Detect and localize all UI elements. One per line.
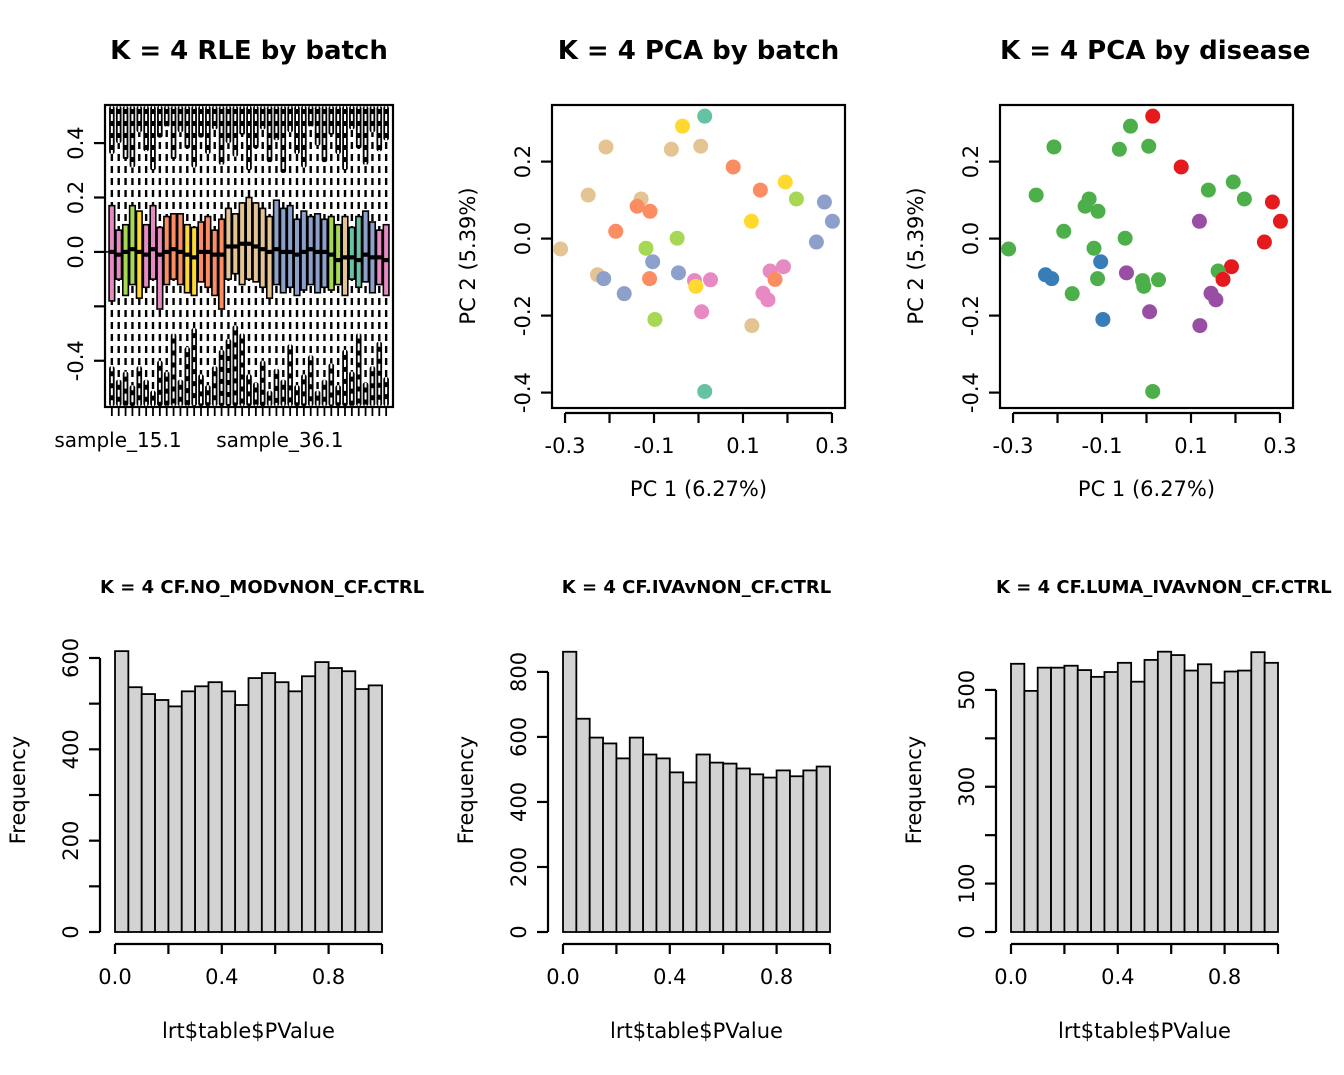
rle-box — [150, 206, 156, 279]
hist-bar — [1198, 664, 1211, 932]
rle-outlier-cap-top — [274, 106, 280, 140]
hist-bar — [342, 671, 355, 932]
hist-bar — [777, 770, 790, 932]
rle-outlier-cap-top — [226, 106, 232, 143]
rle-outlier-cap-top — [383, 106, 389, 140]
pca-point — [1208, 292, 1223, 307]
y-tick-label: 600 — [507, 716, 531, 757]
pca-point — [1112, 142, 1127, 157]
pca-point — [825, 214, 840, 229]
pca-point — [697, 109, 712, 124]
y-tick-label: 600 — [59, 637, 83, 679]
x-tick-label: 0.8 — [1207, 965, 1242, 989]
y-tick-label: 0 — [507, 925, 531, 939]
pca-point — [1174, 159, 1189, 174]
rle-box — [356, 217, 362, 288]
pca-point — [1078, 199, 1093, 214]
panel-pca-by-batch — [448, 0, 896, 537]
pca-point — [645, 254, 660, 269]
hist-iva-plot — [448, 537, 896, 1075]
hist-bar — [763, 778, 776, 932]
rle-outlier-cap-bottom — [136, 366, 142, 406]
x-tick-label: 0.1 — [726, 434, 760, 458]
rle-box — [335, 225, 341, 285]
hist-bar — [737, 768, 750, 932]
y-tick-label: 0.0 — [959, 221, 983, 256]
pca-point — [664, 142, 679, 157]
pca-point — [1056, 224, 1071, 239]
hist-bar — [235, 705, 248, 932]
pca-point — [639, 241, 654, 256]
hist-bar — [790, 776, 803, 932]
rle-outlier-cap-bottom — [274, 369, 280, 406]
x-tick-label: -0.3 — [992, 434, 1034, 458]
pca-point — [1145, 384, 1160, 399]
rle-box — [178, 214, 184, 285]
rle-outlier-cap-bottom — [370, 366, 376, 406]
pca-point — [789, 191, 804, 206]
x-tick-label: 0.0 — [994, 965, 1028, 989]
pca-point — [1142, 304, 1157, 319]
rle-box — [267, 217, 273, 299]
hist-bar — [1251, 652, 1264, 932]
hist-bar — [1051, 668, 1064, 932]
hist-bar — [603, 743, 616, 932]
pca-point — [1095, 312, 1110, 327]
hist-no-mod-plot — [0, 537, 448, 1075]
chart-title: K = 4 PCA by disease — [1000, 36, 1311, 66]
hist-bar — [1211, 683, 1224, 932]
y-tick-label: 0.0 — [64, 235, 88, 269]
pca-point — [596, 271, 611, 286]
pca-disease-plot — [896, 0, 1344, 537]
x-axis-title: lrt$table$PValue — [610, 1019, 783, 1043]
pca-point — [643, 204, 658, 219]
pca-point — [1257, 235, 1272, 250]
hist-bar — [208, 682, 221, 932]
hist-bar — [302, 676, 315, 932]
rle-box — [274, 200, 280, 284]
pca-point — [617, 286, 632, 301]
panel-rle-by-batch — [0, 0, 448, 537]
pca-point — [744, 214, 759, 229]
x-tick-label: 0.4 — [653, 965, 687, 989]
y-tick-label: -0.4 — [64, 340, 88, 382]
pca-point — [753, 183, 768, 198]
rle-box — [246, 198, 252, 280]
rle-box — [191, 227, 197, 295]
pca-point — [1145, 109, 1160, 124]
rle-box — [184, 225, 190, 293]
rle-outlier-cap-bottom — [349, 372, 355, 406]
hist-bar — [1064, 666, 1077, 932]
pca-point — [778, 175, 793, 190]
rle-plot — [0, 0, 448, 537]
hist-bar — [1024, 691, 1037, 932]
rle-box — [294, 219, 300, 295]
hist-bar — [262, 673, 275, 932]
hist-bar — [1118, 663, 1131, 932]
y-tick-label: 200 — [59, 820, 83, 861]
hist-bar — [275, 682, 288, 932]
pca-point — [675, 119, 690, 134]
y-tick-label: 300 — [955, 766, 979, 807]
hist-bar — [817, 767, 830, 932]
y-tick-label: 0.2 — [511, 144, 535, 179]
chart-title: K = 4 RLE by batch — [110, 36, 388, 66]
hist-bar — [329, 668, 342, 932]
pca-point — [760, 292, 775, 307]
hist-bar — [1145, 660, 1158, 932]
hist-bar — [289, 691, 302, 932]
hist-bar — [222, 691, 235, 932]
rle-outlier-cap-bottom — [123, 372, 129, 406]
x-tick-label: -0.3 — [544, 434, 586, 458]
chart-title: K = 4 CF.NO_MODvNON_CF.CTRL — [100, 577, 425, 598]
y-tick-label: -0.2 — [511, 295, 535, 337]
pca-point — [1001, 241, 1016, 256]
y-tick-label: -0.4 — [959, 372, 983, 414]
rle-box — [123, 225, 129, 296]
x-axis-title: PC 1 (6.27%) — [629, 477, 768, 501]
panel-hist-iva — [448, 537, 896, 1075]
x-tick-label: 0.1 — [1174, 434, 1208, 458]
pca-point — [776, 259, 791, 274]
pca-point — [809, 235, 824, 250]
hist-luma-iva-plot — [896, 537, 1344, 1075]
y-tick-label: 200 — [507, 846, 531, 888]
x-tick-label: 0.8 — [759, 965, 794, 989]
rle-outlier-cap-bottom — [164, 372, 170, 406]
pca-point — [1119, 265, 1134, 280]
x-tick-label: 0.4 — [205, 965, 239, 989]
rle-box — [226, 208, 232, 279]
hist-bar — [1104, 672, 1117, 932]
hist-bar — [697, 754, 710, 932]
x-tick-label: 0.0 — [98, 965, 132, 989]
x-axis-title: PC 1 (6.27%) — [1077, 477, 1216, 501]
pca-point — [581, 188, 596, 203]
y-axis-title: PC 2 (5.39%) — [456, 187, 480, 325]
hist-bar — [249, 678, 262, 932]
x-tick-label: 0.3 — [815, 434, 849, 458]
pca-point — [630, 199, 645, 214]
rle-outlier-cap-top — [116, 106, 122, 143]
hist-bar — [643, 754, 656, 932]
pca-point — [1136, 279, 1151, 294]
pca-point — [768, 272, 783, 287]
hist-bar — [195, 686, 208, 932]
panel-pca-by-disease — [896, 0, 1344, 537]
pca-point — [1044, 271, 1059, 286]
rle-outlier-cap-bottom — [376, 342, 382, 406]
rle-box — [212, 230, 218, 295]
pca-point — [817, 195, 832, 210]
rle-box — [363, 211, 369, 282]
y-axis-title: Frequency — [454, 735, 478, 845]
pca-point — [1216, 272, 1231, 287]
hist-bar — [1131, 682, 1144, 932]
x-tick-label: -0.1 — [633, 434, 675, 458]
pca-point — [1192, 318, 1207, 333]
hist-bar — [1091, 677, 1104, 932]
rle-box — [157, 227, 163, 309]
hist-bar — [563, 652, 576, 932]
x-tick-label: -0.1 — [1081, 434, 1123, 458]
pca-point — [1087, 241, 1102, 256]
hist-bar — [1038, 668, 1051, 932]
pca-point — [1265, 195, 1280, 210]
hist-bar — [142, 694, 155, 932]
hist-bar — [710, 763, 723, 932]
x-category-label: sample_36.1 — [216, 428, 344, 452]
rle-outlier-cap-bottom — [212, 366, 218, 406]
y-axis-title: PC 2 (5.39%) — [904, 187, 928, 325]
pca-point — [703, 272, 718, 287]
chart-title: K = 4 CF.LUMA_IVAvNON_CF.CTRL — [996, 577, 1332, 598]
rle-box — [136, 211, 142, 298]
y-tick-label: 100 — [955, 863, 979, 904]
hist-bar — [155, 700, 168, 932]
pca-point — [688, 279, 703, 294]
hist-bar — [1265, 663, 1278, 932]
pca-point — [1141, 139, 1156, 154]
y-tick-label: 0.4 — [64, 126, 88, 160]
pca-point — [1065, 286, 1080, 301]
panel-hist-no-mod — [0, 537, 448, 1075]
hist-bar — [616, 758, 629, 932]
hist-bar — [1225, 672, 1238, 932]
hist-bar — [369, 685, 382, 932]
hist-bar — [750, 774, 763, 932]
hist-bar — [1171, 655, 1184, 932]
pca-point — [726, 159, 741, 174]
pca-point — [744, 318, 759, 333]
y-tick-label: 0 — [59, 925, 83, 939]
hist-bar — [355, 689, 368, 932]
pca-point — [647, 312, 662, 327]
pca-point — [1046, 139, 1061, 154]
pca-point — [670, 231, 685, 246]
hist-bar — [576, 719, 589, 932]
hist-bar — [1185, 671, 1198, 932]
y-tick-label: -0.4 — [511, 372, 535, 414]
x-category-label: sample_15.1 — [54, 428, 182, 452]
x-axis-title: lrt$table$PValue — [162, 1019, 335, 1043]
rle-box — [130, 206, 136, 285]
pca-point — [1237, 191, 1252, 206]
panel-hist-luma-iva — [896, 537, 1344, 1075]
rle-box — [171, 214, 177, 279]
hist-bar — [683, 782, 696, 932]
y-tick-label: 0.2 — [959, 144, 983, 179]
hist-bar — [590, 738, 603, 932]
pca-point — [1123, 119, 1138, 134]
pca-point — [671, 265, 686, 280]
pca-point — [1118, 231, 1133, 246]
hist-bar — [1011, 664, 1024, 932]
pca-point — [1201, 183, 1216, 198]
chart-title: K = 4 PCA by batch — [557, 36, 840, 66]
x-tick-label: 0.0 — [546, 965, 580, 989]
x-tick-label: 0.3 — [1263, 434, 1297, 458]
hist-bar — [168, 706, 181, 932]
rle-outlier-cap-bottom — [109, 366, 115, 406]
rle-box — [253, 203, 259, 282]
y-tick-label: 800 — [507, 651, 531, 692]
pca-point — [1029, 188, 1044, 203]
pca-point — [693, 139, 708, 154]
y-axis-title: Frequency — [902, 735, 926, 845]
pca-point — [694, 304, 709, 319]
pca-point — [1273, 214, 1288, 229]
pca-point — [642, 271, 657, 286]
pca-point — [1151, 272, 1166, 287]
hist-bar — [670, 772, 683, 932]
pca-point — [1090, 271, 1105, 286]
rle-box — [287, 206, 293, 288]
x-tick-label: 0.8 — [311, 965, 346, 989]
pca-point — [1224, 259, 1239, 274]
pca-point — [553, 241, 568, 256]
pca-point — [1226, 175, 1241, 190]
hist-bar — [115, 651, 128, 932]
x-tick-label: 0.4 — [1101, 965, 1135, 989]
hist-bar — [128, 687, 141, 932]
pca-batch-plot — [448, 0, 896, 537]
rle-box — [349, 227, 355, 279]
hist-bar — [803, 770, 816, 932]
y-tick-label: 400 — [59, 729, 83, 770]
pca-point — [1091, 204, 1106, 219]
y-tick-label: 400 — [507, 781, 531, 823]
hist-bar — [1078, 670, 1091, 932]
hist-bar — [1158, 652, 1171, 932]
y-tick-label: 0.0 — [511, 221, 535, 256]
hist-bar — [182, 691, 195, 932]
y-tick-label: -0.2 — [959, 295, 983, 337]
y-axis-title: Frequency — [6, 735, 30, 845]
hist-bar — [630, 738, 643, 932]
pca-point — [697, 384, 712, 399]
hist-bar — [315, 662, 328, 932]
y-tick-label: 0 — [955, 925, 979, 939]
rle-box — [219, 219, 225, 309]
pca-point — [1192, 214, 1207, 229]
y-tick-label: 0.2 — [64, 180, 88, 215]
pca-point — [608, 224, 623, 239]
x-axis-title: lrt$table$PValue — [1058, 1019, 1231, 1043]
hist-bar — [1238, 671, 1251, 932]
hist-bar — [723, 764, 736, 932]
pca-point — [1093, 254, 1108, 269]
chart-title: K = 4 CF.IVAvNON_CF.CTRL — [561, 577, 832, 598]
rle-box — [232, 214, 238, 274]
hist-bar — [656, 758, 669, 932]
y-tick-label: 500 — [955, 669, 979, 710]
pca-point — [598, 139, 613, 154]
